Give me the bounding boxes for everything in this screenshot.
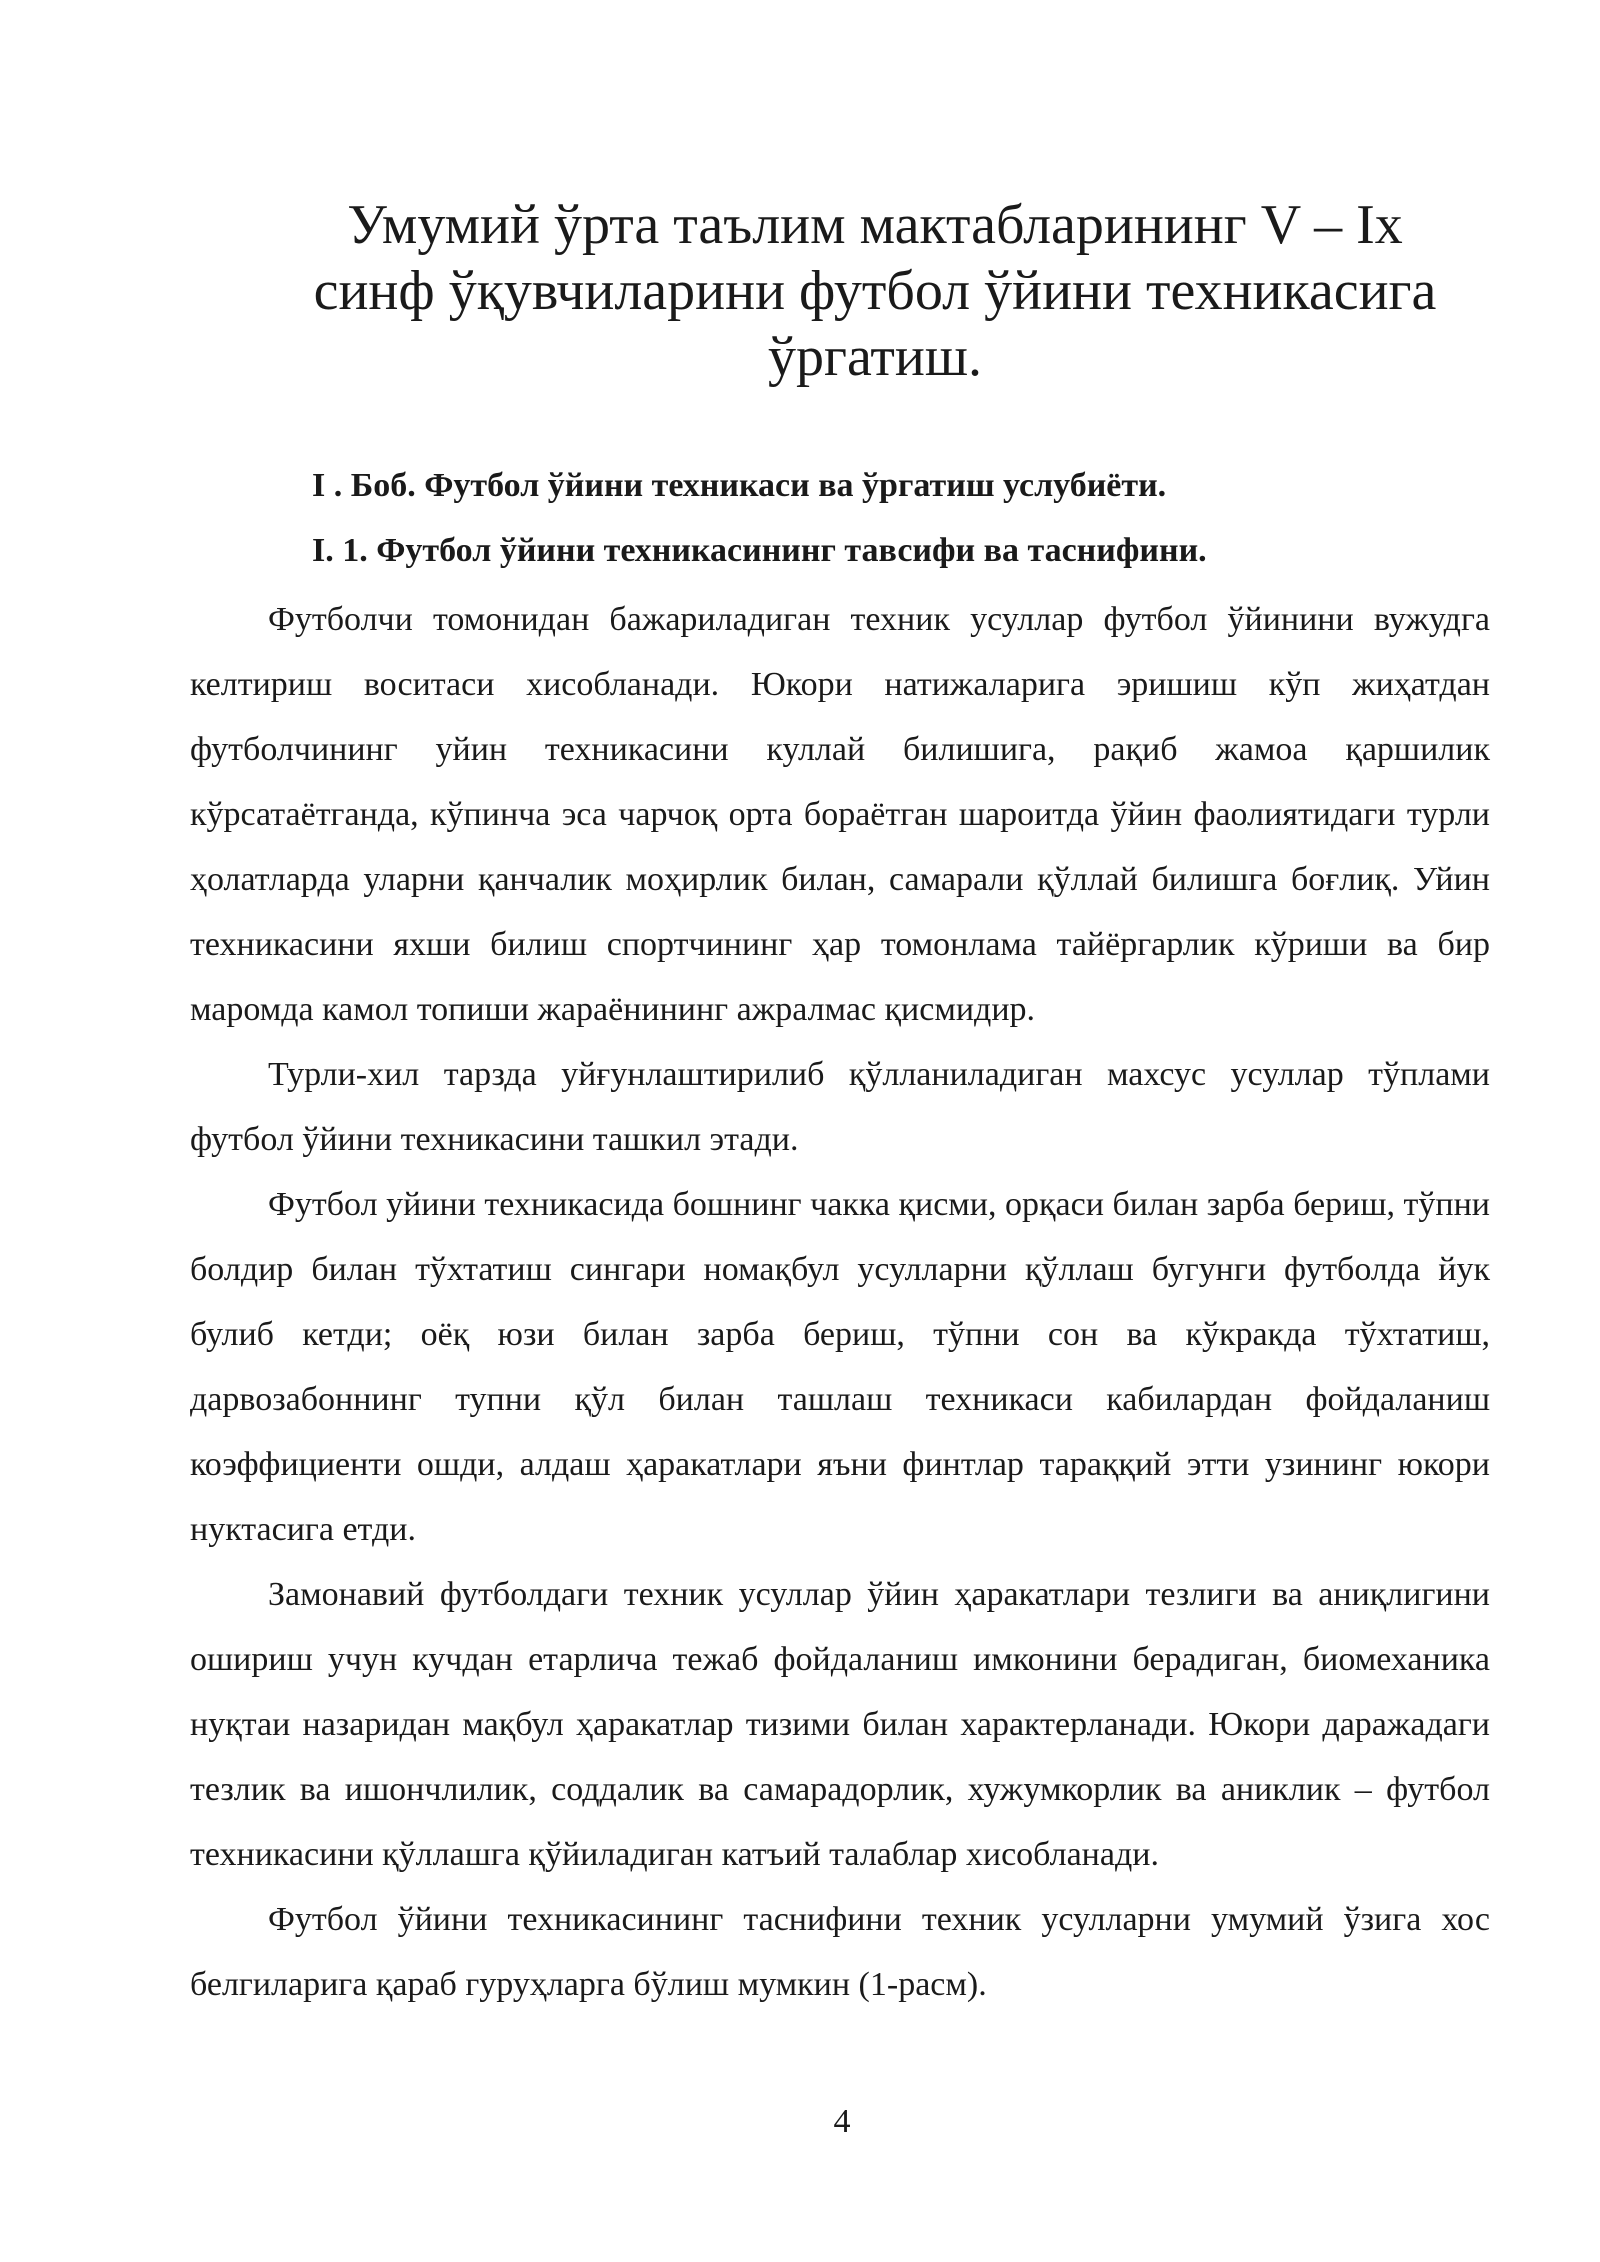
- body-text: [190, 587, 1490, 2017]
- title-line-3: ўргатиш.: [768, 326, 982, 388]
- title-line-1: Умумий ўрта таълим мактабларининг V – Іх: [347, 194, 1403, 256]
- paragraph-1: Футболчи томонидан бажариладиган техник усуллар футбол ўйинини вужудга келтириш воситаси хисобланади. Юкори натижаларига эришиш кўп жиҳатдан футболчининг уйин техникасини куллай билишига, рақиб жамоа қаршилик кўрсатаётганда, кўпинча эса чарчоқ орта бораётган шароитда ўйин фаолиятидаги турли ҳолатларда уларни қанчалик моҳирлик билан, самарали қўллай билишга боғлиқ. Уйин техникасини яхши билиш спортчининг ҳар томонлама тайёргарлик кўриши ва бир маромда камол топиши жараёнининг ажралмас қисмидир.: [190, 601, 1490, 1028]
- document-title: [260, 192, 1490, 390]
- section-heading: I. 1. Футбол ўйини техникасининг тавсифи ва таснифини.: [312, 532, 1207, 569]
- chapter-heading: I . Боб. Футбол ўйини техникаси ва ўргатиш услубиёти.: [312, 467, 1167, 504]
- paragraph-3: Футбол уйини техникасида бошнинг чакка қисми, орқаси билан зарба бериш, тўпни болдир билан тўхтатиш сингари номақбул усулларни қўллаш бугунги футболда йук булиб кетди; оёқ юзи билан зарба бериш, тўпни сон ва кўкракда тўхтатиш, дарвозабоннинг тупни қўл билан ташлаш техникаси кабилардан фойдаланиш коэффициенти ошди, алдаш ҳаракатлари яъни финтлар тараққий этти узининг юкори нуктасига етди.: [190, 1186, 1490, 1548]
- paragraph-4: Замонавий футболдаги техник усуллар ўйин ҳаракатлари тезлиги ва аниқлигини ошириш учун кучдан етарлича тежаб фойдаланиш имконини берадиган, биомеханика нуқтаи назаридан мақбул ҳаракатлар тизими билан характерланади. Юкори даражадаги тезлик ва ишончлилик, соддалик ва самарадорлик, хужумкорлик ва аниклик – футбол техникасини қўллашга қўйиладиган катъий талаблар хисобланади.: [190, 1576, 1490, 1873]
- paragraph-5: Футбол ўйини техникасининг таснифини техник усулларни умумий ўзига хос белгиларига қараб гуруҳларга бўлиш мумкин (1-расм).: [190, 1901, 1490, 2003]
- page-number: 4: [833, 2103, 851, 2140]
- title-line-2: синф ўқувчиларини футбол ўйини техникасига: [313, 260, 1437, 322]
- paragraph-2: Турли-хил тарзда уйғунлаштирилиб қўлланиладиган махсус усуллар тўплами футбол ўйини техникасини ташкил этади.: [190, 1056, 1490, 1158]
